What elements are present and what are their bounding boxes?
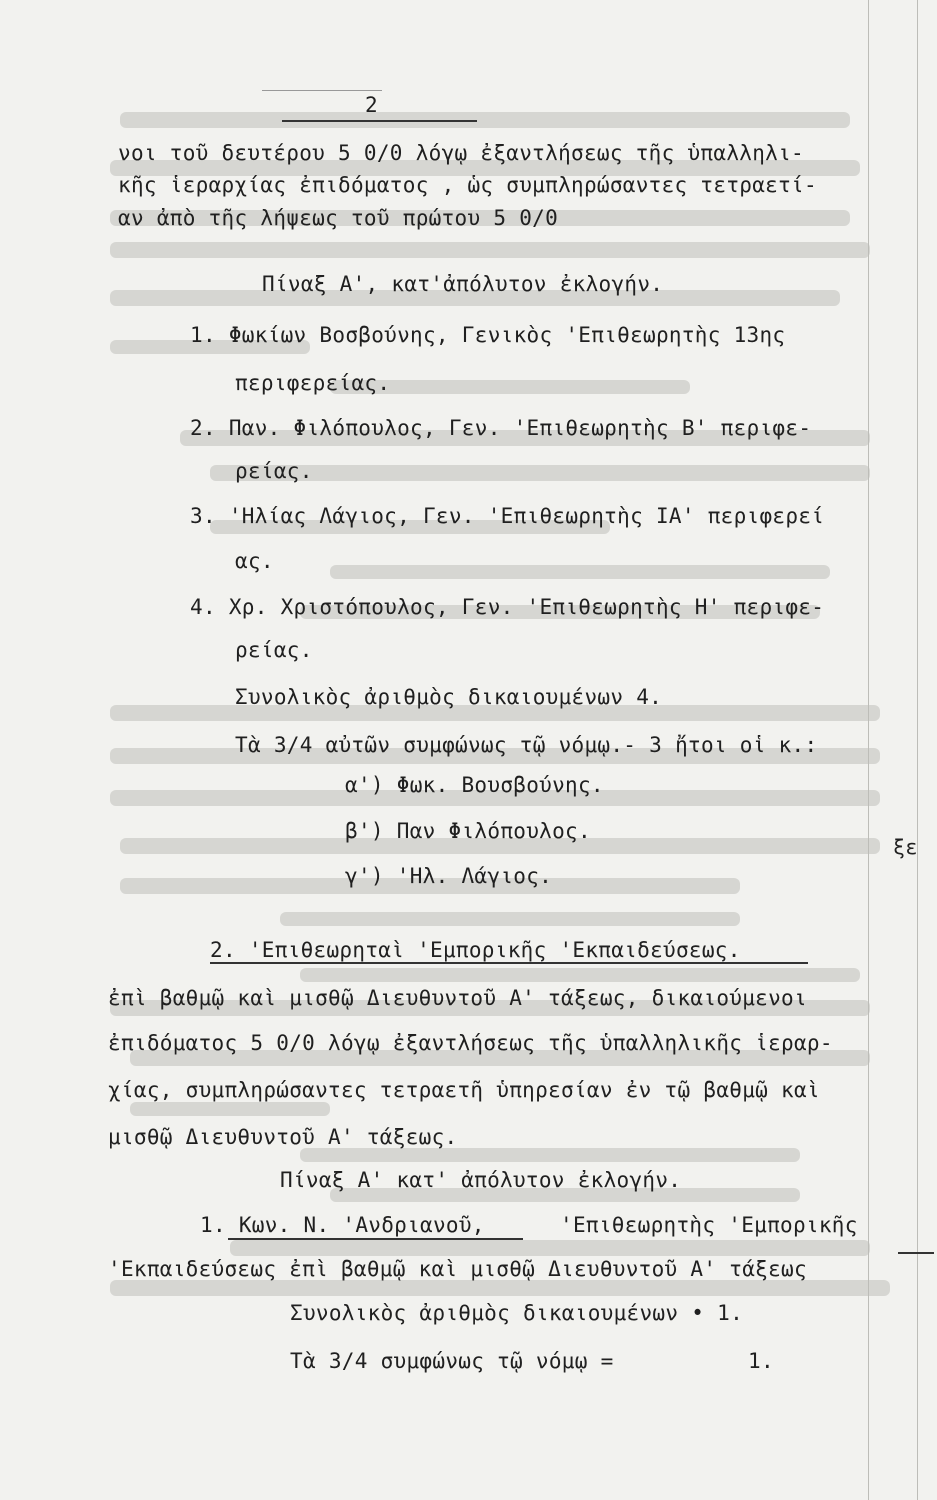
list-item-cont: περιφερείας. xyxy=(235,371,391,395)
text-line: νοι τοῦ δευτέρου 5 0/0 λόγῳ ἐξαντλήσεως τῆς ὑπαλληλι- xyxy=(118,141,804,165)
table-heading: Πίναξ Α' κατ' ἀπόλυτον ἐκλογήν. xyxy=(280,1168,682,1192)
fold-line-2 xyxy=(917,0,918,1500)
quota-value: 1. xyxy=(748,1349,774,1373)
selected-item: γ') 'Ηλ. Λάγιος. xyxy=(345,864,553,888)
list-item-name: 1. Κων. Ν. 'Ανδριανοῦ, xyxy=(200,1213,485,1237)
name-rule xyxy=(228,1238,523,1240)
table-heading: Πίναξ Α', κατ'ἀπόλυτον ἐκλογήν. xyxy=(262,272,664,296)
text-line: χίας, συμπληρώσαντες τετραετῆ ὑπηρεσίαν ἐν τῷ βαθμῷ καὶ xyxy=(108,1078,820,1102)
text-line: αν ἀπὸ τῆς λήψεως τοῦ πρώτου 5 0/0 xyxy=(118,206,559,230)
list-item-cont: ας. xyxy=(235,549,274,573)
header-faint-rule xyxy=(262,90,382,91)
section-heading-rule xyxy=(210,962,808,964)
list-item: 1. Φωκίων Βοσβούνης, Γενικὸς 'Επιθεωρητὴς 13ης xyxy=(190,323,786,347)
list-item: 4. Χρ. Χριστόπουλος, Γεν. 'Επιθεωρητὴς Η' περιφε- xyxy=(190,595,825,619)
quota-line: Τὰ 3/4 συμφώνως τῷ νόμῳ = xyxy=(290,1349,614,1373)
selected-item: β') Παν Φιλόπουλος. xyxy=(345,819,591,843)
total-line: Συνολικὸς ἀριθμὸς δικαιουμένων 4. xyxy=(235,685,663,709)
list-item-cont: ρείας. xyxy=(235,459,313,483)
selected-item: α') Φωκ. Βουσβούνης. xyxy=(345,773,604,797)
list-item-cont: ρείας. xyxy=(235,638,313,662)
page-number: 2 xyxy=(365,93,378,117)
text-line: μισθῷ Διευθυντοῦ Α' τάξεως. xyxy=(108,1125,458,1149)
text-line: κῆς ἱεραρχίας ἐπιδόματος , ὡς συμπληρώσαντες τετραετί- xyxy=(118,173,817,197)
list-item-title: 'Επιθεωρητὴς 'Εμπορικῆς xyxy=(560,1213,858,1237)
section-heading: 2. 'Επιθεωρηταὶ 'Εμπορικῆς 'Εκπαιδεύσεως. xyxy=(210,938,741,962)
page-number-rule xyxy=(282,120,477,122)
list-item: 2. Παν. Φιλόπουλος, Γεν. 'Επιθεωρητὴς Β' περιφε- xyxy=(190,416,812,440)
fold-line xyxy=(868,0,869,1500)
text-line: ἐπιδόματος 5 0/0 λόγῳ ἐξαντλήσεως τῆς ὑπαλληλικῆς ἱεραρ- xyxy=(108,1031,833,1055)
margin-dash xyxy=(898,1252,934,1254)
quota-line: Τὰ 3/4 αὐτῶν συμφώνως τῷ νόμῳ.- 3 ἤτοι οἱ κ.: xyxy=(235,733,818,757)
margin-note: ξε xyxy=(893,835,918,859)
list-item: 3. 'Ηλίας Λάγιος, Γεν. 'Επιθεωρητὴς ΙΑ' περιφερεί xyxy=(190,504,825,528)
total-line: Συνολικὸς ἀριθμὸς δικαιουμένων • 1. xyxy=(290,1301,744,1325)
text-line: ἐπὶ βαθμῷ καὶ μισθῷ Διευθυντοῦ Α' τάξεως, δικαιούμενοι xyxy=(108,986,807,1010)
text-line: 'Εκπαιδεύσεως ἐπὶ βαθμῷ καὶ μισθῷ Διευθυντοῦ Α' τάξεως xyxy=(108,1257,807,1281)
